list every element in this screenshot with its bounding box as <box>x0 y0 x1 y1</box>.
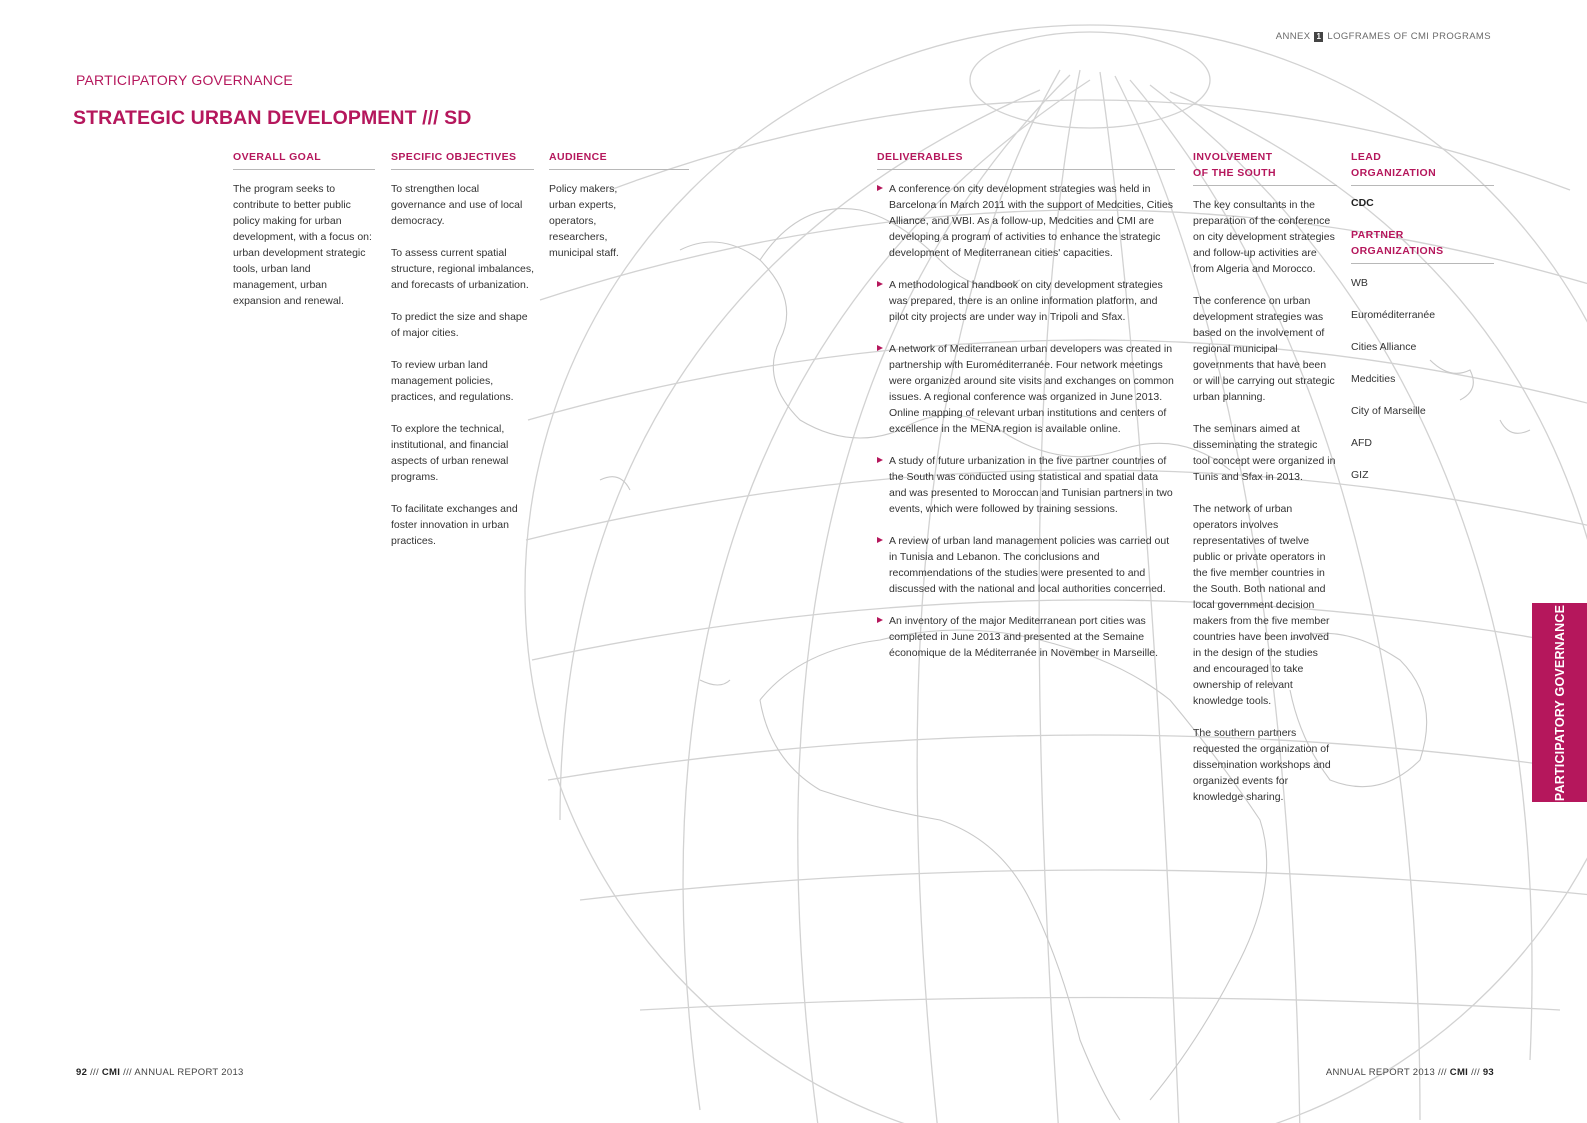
side-section-tab-label: PARTICIPATORY GOVERNANCE <box>1552 604 1567 801</box>
involvement-item: The seminars aimed at disseminating the strategic tool concept were organized in Tunis and Sfax in 2013. <box>1193 423 1336 483</box>
involvement-item: The key consultants in the preparation of the conference on city development strategies and follow-up activities are from Algeria and Morocco. <box>1193 199 1335 275</box>
page-title: STRATEGIC URBAN DEVELOPMENT /// SD <box>73 107 472 129</box>
annex-title: LOGFRAMES OF CMI PROGRAMS <box>1327 31 1491 42</box>
involvement-heading: INVOLVEMENT OF THE SOUTH <box>1193 149 1337 186</box>
partner-item: AFD <box>1351 437 1372 449</box>
audience-column <box>549 149 689 261</box>
brand-left: CMI <box>101 1067 121 1078</box>
bullet-arrow-icon <box>877 281 883 287</box>
page-number-left: 92 <box>76 1067 88 1078</box>
bullet-arrow-icon <box>877 537 883 543</box>
specific-objectives-heading: SPECIFIC OBJECTIVES <box>391 149 534 170</box>
partner-item: Cities Alliance <box>1351 341 1417 353</box>
overall-goal-heading: OVERALL GOAL <box>233 149 375 170</box>
running-header <box>1276 31 1491 42</box>
deliverable-item: A conference on city development strategies was held in Barcelona in March 2011 with the support of Medcities, Cities Alliance, and WBI. As a follow-up, Medcities and CMI are developing a program of activities to enhance the strategic development of Mediterranean cities' capacities. <box>877 181 1175 261</box>
bullet-arrow-icon <box>877 185 883 191</box>
footer-left: 92 /// CMI /// ANNUAL REPORT 2013 <box>76 1067 244 1078</box>
section-label: PARTICIPATORY GOVERNANCE <box>76 72 293 88</box>
deliverables-heading: DELIVERABLES <box>877 149 1175 170</box>
lead-organization-column <box>1351 149 1494 499</box>
report-name-right: ANNUAL REPORT 2013 <box>1325 1067 1436 1078</box>
audience-heading: AUDIENCE <box>549 149 689 170</box>
deliverable-item: A methodological handbook on city development strategies was prepared, there is an online information platform, and pilot city projects are under way in Tripoli and Sfax. <box>877 277 1175 325</box>
bullet-arrow-icon <box>877 617 883 623</box>
objective-item: To assess current spatial structure, regional imbalances, and forecasts of urbanization. <box>391 247 534 291</box>
annex-prefix: ANNEX <box>1275 31 1311 42</box>
partner-list <box>1351 275 1494 483</box>
footer-right: ANNUAL REPORT 2013 /// CMI /// 93 <box>1325 1067 1494 1078</box>
partner-item: GIZ <box>1351 469 1369 481</box>
objective-item: To explore the technical, institutional, and financial aspects of urban renewal programs. <box>391 423 509 483</box>
audience-text: Policy makers, urban experts, operators, researchers, municipal staff. <box>549 183 619 259</box>
brand-right: CMI <box>1449 1067 1469 1078</box>
partner-item: Euroméditerranée <box>1351 309 1436 321</box>
involvement-item: The southern partners requested the organization of dissemination workshops and organized events for knowledge sharing. <box>1193 727 1331 803</box>
deliverables-column <box>877 149 1175 677</box>
overall-goal-text: The program seeks to contribute to better public policy making for urban development, with a focus on: urban development strategic tools, urban land management, urban expansion and renewal. <box>233 183 372 307</box>
lead-organization-heading: LEAD ORGANIZATION <box>1351 149 1494 186</box>
bullet-arrow-icon <box>877 345 883 351</box>
partner-item: City of Marseille <box>1351 405 1426 417</box>
partner-item: Medcities <box>1351 373 1396 385</box>
lead-organization-value: CDC <box>1351 197 1374 209</box>
objective-item: To strengthen local governance and use of local democracy. <box>391 183 523 227</box>
deliverable-item: A review of urban land management policies was carried out in Tunisia and Lebanon. The conclusions and recommendations of the studies were presented to and discussed with the national and local authorities concerned. <box>877 533 1175 597</box>
bullet-arrow-icon <box>877 457 883 463</box>
page-number-right: 93 <box>1482 1067 1494 1078</box>
partner-organizations-heading: PARTNER ORGANIZATIONS <box>1351 227 1494 264</box>
involvement-item: The network of urban operators involves representatives of twelve public or private operators in the five member countries in the South. Both national and local government decision makers from the five member countries have been involved in the design of the studies and encouraged to take ownership of relevant knowledge tools. <box>1193 503 1330 707</box>
objective-item: To predict the size and shape of major cities. <box>391 311 528 339</box>
objective-item: To review urban land management policies, practices, and regulations. <box>391 359 514 403</box>
deliverable-item: A network of Mediterranean urban developers was created in partnership with Euroméditerranée. Four network meetings were organized around site visits and exchanges on common issues. A regional conference was organized in June 2013. Online mapping of relevant urban institutions and centers of excellence in the MENA region is available online. <box>877 341 1175 437</box>
deliverable-item: An inventory of the major Mediterranean port cities was completed in June 2013 and presented at the Semaine économique de la Méditerranée in November in Marseille. <box>877 613 1175 661</box>
report-name-left: ANNUAL REPORT 2013 <box>134 1067 244 1078</box>
annex-number-badge: 1 <box>1316 32 1322 41</box>
side-section-tab[interactable] <box>1532 603 1587 802</box>
overall-goal-column <box>233 149 375 309</box>
objective-item: To facilitate exchanges and foster innovation in urban practices. <box>391 503 518 547</box>
partner-item: WB <box>1351 277 1368 289</box>
involvement-item: The conference on urban development strategies was based on the involvement of regional municipal governments that have been or will be carrying out strategic urban planning. <box>1193 295 1335 403</box>
involvement-column <box>1193 149 1337 821</box>
specific-objectives-column <box>391 149 534 565</box>
deliverable-item: A study of future urbanization in the five partner countries of the South was conducted using statistical and spatial data and was presented to Moroccan and Tunisian partners in two events, which were followed by training sessions. <box>877 453 1175 517</box>
